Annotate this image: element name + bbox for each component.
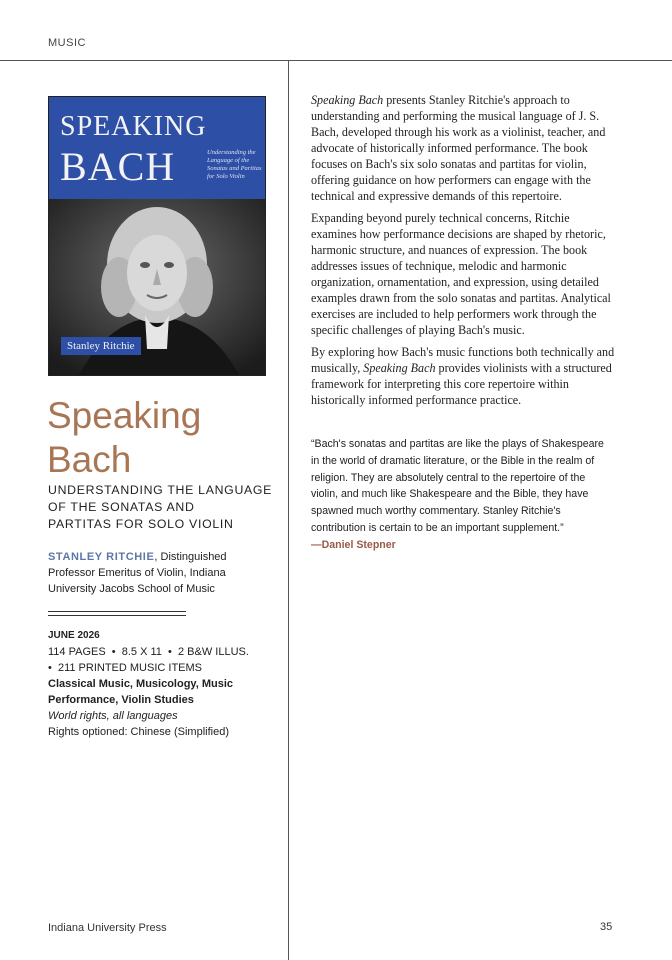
cover-title-line2: BACH [60, 144, 176, 189]
description-paragraph-3 [311, 344, 616, 408]
description-p3-start: By exploring how Bach's music functions both technically and musically, [311, 345, 615, 375]
rights-optioned: Rights optioned: Chinese (Simplified) [48, 726, 229, 738]
description-p3-rest: provides violinists with a structured framework for interpreting this core repertoire within historically informed performance practice. [311, 361, 612, 407]
column-divider [288, 60, 289, 960]
quote-attribution: —Daniel Stepner [311, 538, 396, 551]
book-title [47, 394, 267, 482]
book-subtitle-line1: UNDERSTANDING THE LANGUAGE [48, 483, 273, 497]
specs-line2: • 211 PRINTED MUSIC ITEMS [48, 662, 203, 674]
description-p1-text: presents Stanley Ritchie's approach to understanding and performing the musical language of J. S. Bach, developed through his work as a violinist, teacher, and advocate of historically informed performance. The book focuses on Bach's six solo sonatas and partitas for violin, offering guidance on how performers can engage with the technical and expressive demands of this repertoire. [311, 93, 606, 203]
cover-title-line1: SPEAKING [60, 111, 207, 142]
description-paragraph-1 [311, 92, 616, 204]
book-cover-image [48, 96, 266, 376]
book-subtitle-line3: PARTITAS FOR SOLO VIOLIN [48, 517, 234, 531]
description-paragraph-2: Expanding beyond purely technical concerns, Ritchie examines how performance decisions are shaped by rhetoric, harmonic structure, and nuances of expression. The book addresses issues of technique, melodic and harmonic organization, ornamentation, and expression, using detailed examples drawn from the solo sonatas and partitas. Analytical exercises are included to help performers work through the specific challenges of playing Bach's music. [311, 211, 611, 337]
publication-date: JUNE 2026 [48, 630, 100, 641]
page-number: 35 [600, 921, 613, 933]
description-title-ref-2: Speaking Bach [363, 361, 436, 375]
specs-line1: 114 PAGES • 8.5 X 11 • 2 B&W ILLUS. [48, 646, 249, 658]
cover-author: Stanley Ritchie [61, 337, 141, 355]
header-divider [0, 60, 672, 61]
author-affiliation-line1: Professor Emeritus of Violin, Indiana [48, 567, 226, 579]
section-label: MUSIC [48, 37, 86, 49]
author-affiliation-line2: University Jacobs School of Music [48, 583, 215, 595]
book-metadata [48, 628, 280, 740]
divider-rule-top [48, 611, 186, 612]
quote-text: “Bach's sonatas and partitas are like the plays of Shakespeare in the world of dramatic literature, or the Bible in the realm of religion. They are absolutely central to the repertoire of the violin, and much like Shakespeare and the Bible, they have spawned much worthy commentary. Stanley Ritchie's contribution is certain to be an important supplement.” [311, 438, 604, 534]
book-subtitle-line2: OF THE SONATAS AND [48, 500, 195, 514]
author-name: STANLEY RITCHIE [48, 551, 155, 563]
endorsement-quote [311, 436, 611, 554]
cover-subtitle: Understanding the Language of the Sonatas and Partitas for Solo Violin [207, 149, 262, 180]
book-subtitle [48, 482, 273, 533]
subjects-line1: Classical Music, Musicology, Music [48, 678, 234, 690]
author-title: , Distinguished [154, 551, 227, 563]
author-bio [48, 549, 280, 597]
world-rights: World rights, all languages [48, 710, 178, 722]
book-title-line2: Bach [47, 439, 132, 480]
publisher-footer: Indiana University Press [48, 922, 167, 934]
subjects-line2: Performance, Violin Studies [48, 694, 194, 706]
book-title-line1: Speaking [47, 395, 202, 436]
book-description [311, 92, 616, 414]
divider-rule-bottom [48, 615, 186, 616]
description-title-ref-1: Speaking Bach [311, 93, 384, 107]
